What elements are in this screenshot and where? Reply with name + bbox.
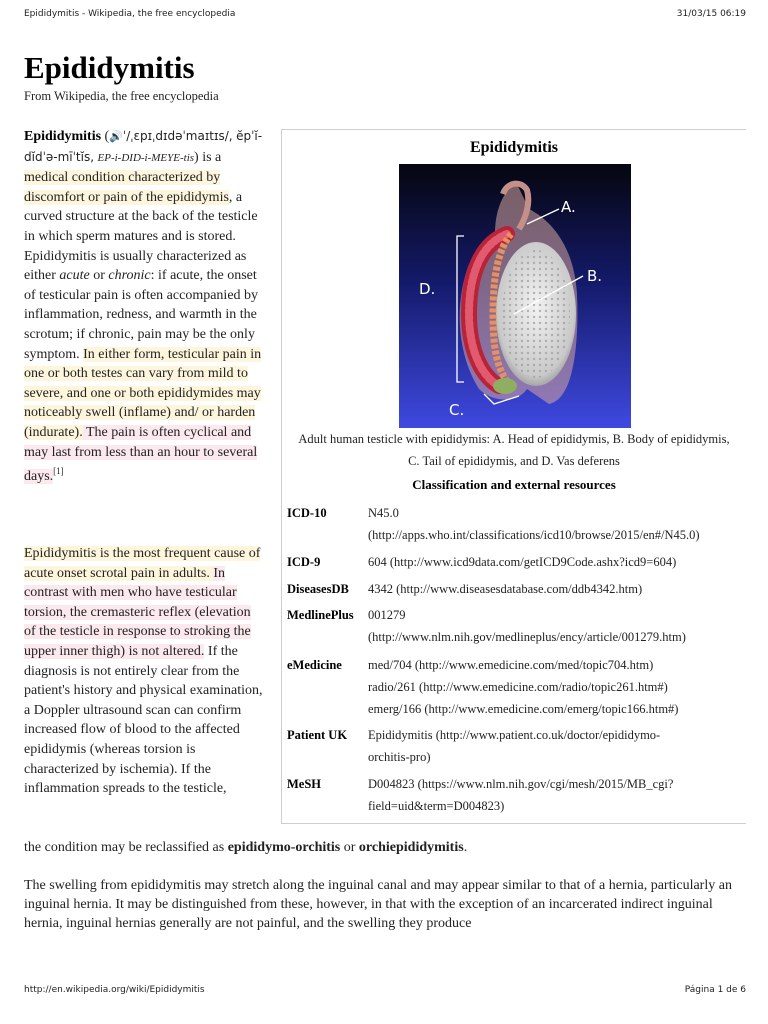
- print-header-datetime: 31/03/15 06:19: [676, 9, 746, 19]
- row-link[interactable]: (http://apps.who.int/classifications/icd10/browse/2015/en#/N45.0): [368, 528, 700, 542]
- highlight-frequent-cause[interactable]: Epididymitis is the most frequent cause of acute onset scrotal pain in adults.: [24, 546, 261, 581]
- highlight-cremasteric[interactable]: In contrast with men who have testicular torsion, the cremasteric reflex (elevation of the testicle in response to stroking the upper inner thigh) is not altered.: [24, 565, 251, 659]
- row-key: Patient UK: [287, 728, 348, 742]
- print-header: [24, 9, 746, 19]
- respelling[interactable]: EP-i-DID-i-MEYE-tis: [97, 151, 195, 164]
- row-link[interactable]: (http://www.nlm.nih.gov/medlineplus/ency/article/001279.htm): [368, 630, 686, 644]
- page-subtitle: From Wikipedia, the free encyclopedia: [24, 89, 219, 103]
- highlight-testicular-pain[interactable]: In either form, testicular pain in one or both testes can vary from mild to severe, and one or both epididymides may noticeably swell (inflame) and/ or harden (indurate).: [24, 346, 262, 440]
- row-link[interactable]: med/704 (http://www.emedicine.com/med/topic704.htm): [368, 658, 654, 672]
- paragraph-3: The swelling from epididymitis may stretch along the inguinal canal and may appear similar to that of a hernia, particularly an inguinal hernia. It may be distinguished from these, however, in that with the exception of an incarcerated indirect inguinal hernia, inguinal hernias generally are not painful, and the swelling they produce: [24, 878, 732, 931]
- print-footer-page: Página 1 de 6: [684, 985, 746, 995]
- row-key: ICD-9: [287, 555, 321, 569]
- row-key: MeSH: [287, 777, 322, 791]
- print-footer-url[interactable]: http://en.wikipedia.org/wiki/Epididymitis: [24, 985, 205, 995]
- row-key: DiseasesDB: [287, 582, 349, 596]
- lead-term: Epididymitis: [24, 129, 102, 144]
- text-run: is a: [202, 149, 222, 165]
- label-a: A.: [561, 198, 576, 216]
- infobox-caption: Adult human testicle with epididymis: A. Head of epididymis, B. Body of epididymis, C. Tail of epididymis, and D. Vas deferens: [298, 432, 730, 468]
- lead-paragraph: Epididymitis (🔊ˈ/ˌɛpɪˌdɪdəˈmaɪtɪs/, ĕpˈĭ-dĭdˈə-mīˈtĭs, EP-i-DID-i-MEYE-tis) is a medical condition characterized by discomfort or pain of the epididymis, a curved structure at the back of the testicle in which sperm matures and is stored. Epididymitis is usually characterized as either acute or chronic: if acute, the onset of testicular pain is often accompanied by inflammation, redness, and warmth in the scrotum; if chronic, pain may be the only symptom. In either form, testicular pain in one or both testes can vary from mild to severe, and one or both epididymides may noticeably swell (inflame) and/ or harden (indurate). The pain is often cyclical and may last from less than an hour to several days.[1]: [24, 129, 263, 484]
- term-acute: acute: [59, 268, 90, 284]
- page-title: Epididymitis: [24, 50, 195, 85]
- row-link[interactable]: N45.0: [368, 506, 399, 520]
- row-link[interactable]: radio/261 (http://www.emedicine.com/radio/topic261.htm#): [368, 680, 668, 694]
- paragraph-2-tail: [24, 838, 746, 857]
- ipa-pronunciation-2: ĕpˈĭ-dĭdˈə-mīˈtĭs,: [24, 129, 263, 164]
- paragraph-2: [24, 544, 264, 799]
- row-link[interactable]: Epididymitis (http://www.patient.co.uk/doctor/epididymo-: [368, 728, 661, 742]
- row-key: ICD-10: [287, 506, 327, 520]
- ipa-pronunciation[interactable]: ˈ/ˌɛpɪˌdɪdəˈmaɪtɪs/,: [122, 129, 233, 143]
- row-key: MedlinePlus: [287, 608, 354, 622]
- row-link[interactable]: 001279: [368, 608, 406, 622]
- citation-link[interactable]: [1]: [53, 466, 64, 477]
- speaker-icon[interactable]: 🔊: [109, 131, 123, 143]
- label-b: B.: [587, 267, 603, 285]
- text-run: or: [340, 840, 359, 855]
- text-run: : if acute, the onset of testicular pain is often accompanied by inflammation, redness, and warmth in the scrotum; if chronic, pain may be the only symptom.: [24, 268, 259, 362]
- label-c: C.: [449, 401, 465, 419]
- link-orchiepididymitis[interactable]: orchiepididymitis: [358, 840, 464, 855]
- row-link[interactable]: D004823 (https://www.nlm.nih.gov/cgi/mesh/2015/MB_cgi?: [368, 777, 674, 791]
- testicle-illustration[interactable]: [399, 164, 631, 428]
- link-epididymo-orchitis[interactable]: epididymo-orchitis: [227, 840, 341, 855]
- infobox: [281, 129, 746, 824]
- label-d: D.: [419, 280, 436, 298]
- row-link[interactable]: field=uid&term=D004823): [368, 799, 505, 813]
- text-run: , a curved structure at the back of the testicle in which sperm matures and is stored. Epididymitis is usually characterized as either: [24, 189, 258, 284]
- infobox-title: Epididymitis: [469, 139, 559, 156]
- row-key: eMedicine: [287, 658, 342, 672]
- link-medical-condition[interactable]: medical condition characterized by discomfort or pain of the epididymis: [24, 170, 229, 205]
- row-link[interactable]: emerg/166 (http://www.emedicine.com/emerg/topic166.htm#): [368, 702, 679, 716]
- highlight-cyclical[interactable]: The pain is often cyclical and may last from less than an hour to several days.: [24, 424, 258, 484]
- text-run: or: [89, 268, 109, 284]
- row-link[interactable]: 4342 (http://www.diseasesdatabase.com/ddb4342.htm): [368, 582, 643, 596]
- text-run: .: [463, 840, 468, 855]
- text-run: the condition may be reclassified as: [24, 840, 228, 855]
- term-chronic: chronic: [108, 268, 151, 284]
- text-run: If the diagnosis is not entirely clear from the patient's history and physical examination, a Doppler ultrasound scan can confirm increased flow of blood to the affected epididymis (whereas torsion is characterized by ischemia). If the inflammation spreads to the testicle,: [24, 643, 263, 797]
- row-link[interactable]: 604 (http://www.icd9data.com/getICD9Code.ashx?icd9=604): [368, 555, 677, 569]
- print-footer: [24, 985, 746, 995]
- row-link[interactable]: orchitis-pro): [368, 750, 431, 764]
- print-header-title: Epididymitis - Wikipedia, the free encyclopedia: [24, 9, 236, 19]
- infobox-section-title: Classification and external resources: [412, 477, 616, 492]
